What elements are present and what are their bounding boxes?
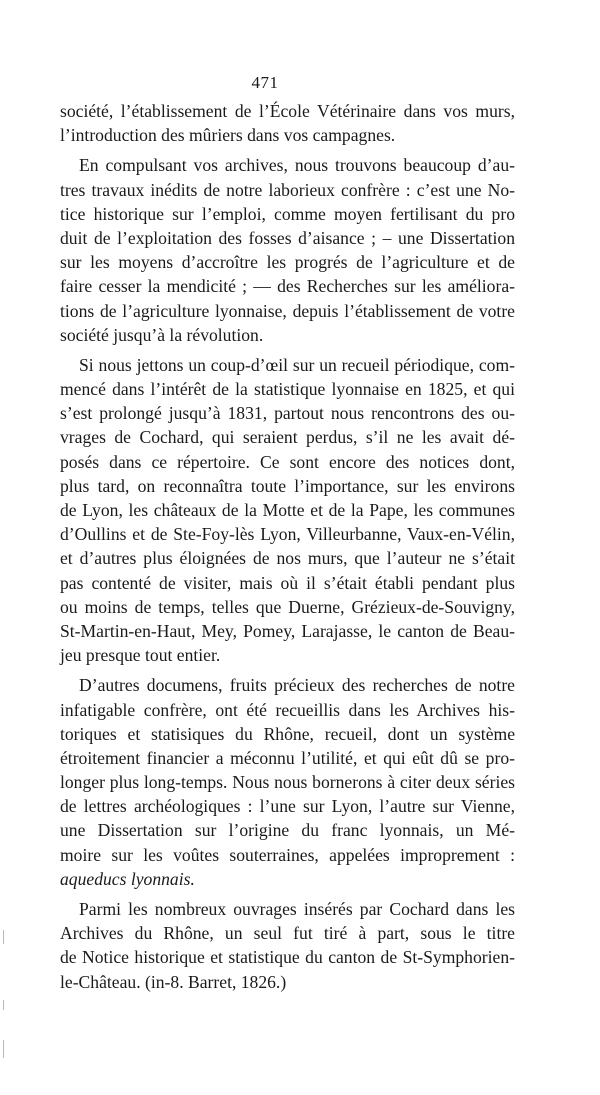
text-line: une Dissertation sur l’origine du franc lyonnais, un Mé- (60, 820, 515, 841)
text-line: duit de l’exploitation des fosses d’aisance ; – une Dissertation (60, 227, 515, 248)
text-line: mencé dans l’intérêt de la statistique lyonnaise en 1825, et qui (60, 379, 515, 400)
text-line: tions de l’agriculture lyonnaise, depuis l’établissement de votre (60, 300, 515, 321)
text-line: de lettres archéologiques : l’une sur Lyon, l’autre sur Vienne, (60, 796, 515, 817)
text-line: vrages de Cochard, qui seraient perdus, s’il ne les avait dé- (60, 427, 515, 448)
text-line: et d’autres plus éloignées de nos murs, que l’auteur ne s’était (60, 548, 515, 569)
scan-mark (3, 1040, 4, 1058)
scan-mark (3, 1000, 4, 1010)
text-line: En compulsant vos archives, nous trouvons beaucoup d’au- (79, 155, 515, 176)
text-line: l’introduction des mûriers dans vos campagnes. (60, 125, 396, 146)
text-line: pas contenté de visiter, mais où il s’était établi pendant plus (60, 572, 515, 593)
text-line: de Notice historique et statistique du canton de St-Symphorien- (60, 947, 515, 968)
text-line: sur les moyens d’accroître les progrés de l’agriculture et de (60, 252, 515, 273)
text-line: moire sur les voûtes souterraines, appelées improprement : (60, 844, 515, 865)
scan-mark (3, 930, 4, 944)
text-line: société jusqu’à la révolution. (60, 324, 264, 345)
text-line: tres travaux inédits de notre laborieux confrère : c’est une No- (60, 179, 515, 200)
page-number: 471 (251, 73, 279, 92)
text-line: toriques et statisiques du Rhône, recueil, dont un système (60, 723, 515, 744)
text-line: le-Château. (in-8. Barret, 1826.) (60, 971, 287, 992)
text-line: Parmi les nombreux ouvrages insérés par Cochard dans les (79, 899, 515, 919)
text-line: Si nous jettons un coup-d’œil sur un recueil périodique, com- (79, 354, 515, 375)
paragraph (60, 673, 515, 891)
paragraph (60, 99, 515, 147)
text-line: de Lyon, les châteaux de la Motte et de la Pape, les communes (60, 500, 515, 520)
text-line: St-Martin-en-Haut, Mey, Pomey, Larajasse, le canton de Beau- (60, 620, 515, 641)
text-line: aqueducs lyonnais. (60, 868, 195, 889)
text-line: Archives du Rhône, un seul fut tiré à part, sous le titre (60, 923, 515, 944)
paragraph (60, 153, 515, 347)
text-line: longer plus long-temps. Nous nous bornerons à citer deux séries (60, 772, 515, 793)
text-line: étroitement financier a méconnu l’utilité, et qui eût dû se pro- (60, 747, 515, 768)
body-text (60, 99, 515, 994)
text-line: s’est prolongé jusqu’à 1831, partout nous rencontrons des ou- (60, 403, 515, 424)
text-line: société, l’établissement de l’École Vétérinaire dans vos murs, (60, 101, 515, 121)
text-line: d’Oullins et de Ste-Foy-lès Lyon, Villeurbanne, Vaux-en-Vélin, (60, 524, 515, 545)
paragraph (60, 897, 515, 994)
text-line: posés dans ce répertoire. Ce sont encore des notices dont, (60, 451, 515, 472)
paragraph (60, 353, 515, 667)
text-line: infatigable confrère, ont été recueillis dans les Archives his- (60, 699, 515, 720)
text-line: faire cesser la mendicité ; — des Recherches sur les améliora- (60, 276, 515, 297)
text-line: ou moins de temps, telles que Duerne, Grézieux-de-Souvigny, (60, 596, 515, 617)
text-line: plus tard, on reconnaîtra toute l’importance, sur les environs (60, 475, 515, 496)
text-line: jeu presque tout entier. (60, 645, 221, 666)
text-line: tice historique sur l’emploi, comme moyen fertilisant du pro (60, 203, 515, 224)
text-line: D’autres documens, fruits précieux des recherches de notre (79, 675, 515, 696)
